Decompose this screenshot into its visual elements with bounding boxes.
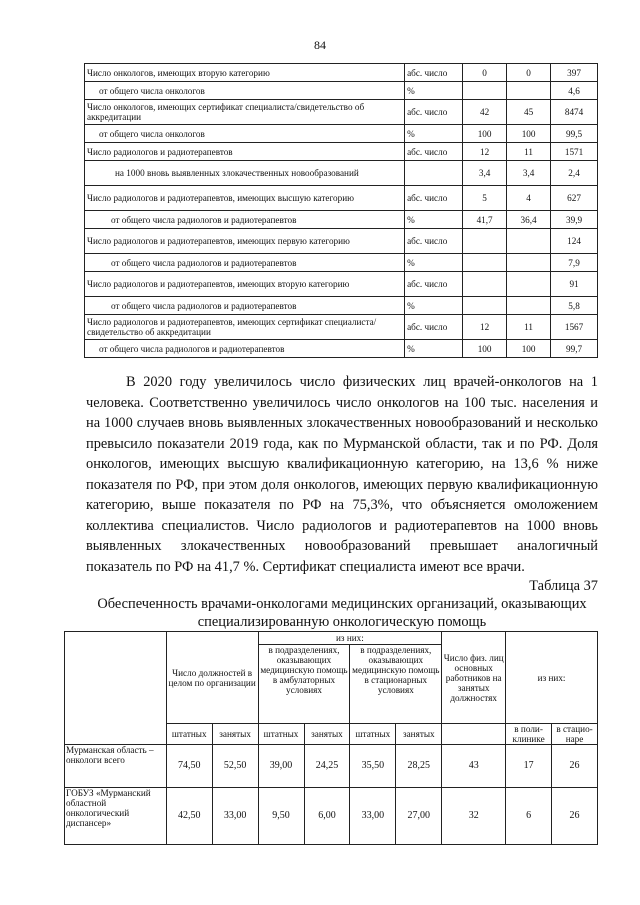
table-row bbox=[85, 297, 598, 315]
table-cell bbox=[463, 254, 507, 272]
table-cell: 6 bbox=[506, 788, 552, 845]
table-cell: 28,25 bbox=[396, 745, 442, 788]
table-cell: 43 bbox=[442, 745, 506, 788]
table-cell: абс. число bbox=[405, 186, 463, 211]
table-cell: % bbox=[405, 82, 463, 100]
table-cell: Число радиологов и радиотерапевтов, имеющих сертификат специалиста/свидетельство об аккредитации bbox=[85, 315, 405, 340]
table-cell: % bbox=[405, 254, 463, 272]
table-label: Таблица 37 bbox=[529, 578, 598, 594]
table-cell: абс. число bbox=[405, 272, 463, 297]
table-cell: 4 bbox=[507, 186, 551, 211]
header-cell: штатных bbox=[350, 724, 396, 745]
header-row bbox=[65, 632, 598, 645]
header-cell: из них: bbox=[506, 632, 598, 724]
table-cell bbox=[507, 272, 551, 297]
table-cell: 91 bbox=[551, 272, 598, 297]
table-cell bbox=[507, 229, 551, 254]
table-row bbox=[85, 82, 598, 100]
table-cell: от общего числа радиологов и радиотерапевтов bbox=[85, 340, 405, 358]
table-cell: 42 bbox=[463, 100, 507, 125]
table-cell: 36,4 bbox=[507, 211, 551, 229]
body-paragraph: В 2020 году увеличилось число физических лиц врачей-онкологов на 1 человека. Соответственно увеличилось число онкологов на 100 тыс. населения и на 1000 случаев вновь выявленных злокачественных новообразований и несколько превысило показатели 2019 года, как по Мурманской области, так и по РФ. Доля онкологов, имеющих высшую квалификационную категорию, на 13,6 % ниже показателя по РФ, при этом доля онкологов, имеющих первую квалификационную категорию, выше показателя по РФ на 75,3%, что объясняется омоложением коллектива специалистов. Число радиологов и радиотерапевтов на 1000 вновь выявленных злокачественных новообразований превышает аналогичный показатель по РФ на 41,7 %. Сертификат специалиста имеют все врачи. bbox=[86, 374, 598, 575]
table-row bbox=[85, 64, 598, 82]
table-row bbox=[85, 229, 598, 254]
table-cell: 124 bbox=[551, 229, 598, 254]
top-table bbox=[84, 63, 598, 358]
table-row bbox=[65, 745, 598, 788]
header-cell: штатных bbox=[258, 724, 304, 745]
table-cell: абс. число bbox=[405, 64, 463, 82]
table-cell: 9,50 bbox=[258, 788, 304, 845]
table-cell bbox=[442, 724, 506, 745]
table-cell: 26 bbox=[552, 788, 598, 845]
table-cell: абс. число bbox=[405, 100, 463, 125]
table-cell: 32 bbox=[442, 788, 506, 845]
table-cell: 99,5 bbox=[551, 125, 598, 143]
row-name: ГОБУЗ «Мурманский областной онкологический диспансер» bbox=[65, 788, 167, 845]
table-cell: от общего числа радиологов и радиотерапевтов bbox=[85, 297, 405, 315]
table-cell: 17 bbox=[506, 745, 552, 788]
table-cell: 0 bbox=[463, 64, 507, 82]
header-cell: в поли-клинике bbox=[506, 724, 552, 745]
table-cell: 52,50 bbox=[212, 745, 258, 788]
header-cell: Число должностей в целом по организации bbox=[166, 632, 258, 724]
table-cell bbox=[463, 297, 507, 315]
table-cell: 39,00 bbox=[258, 745, 304, 788]
table-cell: 41,7 bbox=[463, 211, 507, 229]
table-cell: 99,7 bbox=[551, 340, 598, 358]
table-cell: % bbox=[405, 125, 463, 143]
table-cell: от общего числа онкологов bbox=[85, 125, 405, 143]
table-cell: % bbox=[405, 211, 463, 229]
table-cell: 24,25 bbox=[304, 745, 350, 788]
table-cell: 35,50 bbox=[350, 745, 396, 788]
table-cell: абс. число bbox=[405, 229, 463, 254]
header-cell: занятых bbox=[396, 724, 442, 745]
table-row bbox=[85, 161, 598, 186]
table-cell: Число радиологов и радиотерапевтов, имеющих первую категорию bbox=[85, 229, 405, 254]
table-cell: 27,00 bbox=[396, 788, 442, 845]
table-cell: % bbox=[405, 340, 463, 358]
header-cell: Число физ. лиц основных работников на занятых должностях bbox=[442, 632, 506, 724]
table-row bbox=[85, 254, 598, 272]
table-cell: от общего числа радиологов и радиотерапевтов bbox=[85, 211, 405, 229]
table-cell: 42,50 bbox=[166, 788, 212, 845]
header-cell: в подразделениях, оказывающих медицинскую помощь в амбулаторных условиях bbox=[258, 645, 350, 724]
table-row bbox=[85, 143, 598, 161]
header-cell: в подразделениях, оказывающих медицинскую помощь в стационарных условиях bbox=[350, 645, 442, 724]
header-cell: штатных bbox=[166, 724, 212, 745]
table-cell: 12 bbox=[463, 143, 507, 161]
table-cell bbox=[463, 229, 507, 254]
table-cell: 7,9 bbox=[551, 254, 598, 272]
header-cell: занятых bbox=[212, 724, 258, 745]
table-cell bbox=[463, 82, 507, 100]
table-cell: 11 bbox=[507, 315, 551, 340]
table-cell: 100 bbox=[463, 125, 507, 143]
table-cell: 74,50 bbox=[166, 745, 212, 788]
table-cell: 33,00 bbox=[212, 788, 258, 845]
header-cell: занятых bbox=[304, 724, 350, 745]
table-row bbox=[65, 788, 598, 845]
table-cell: 627 bbox=[551, 186, 598, 211]
table-cell: Число радиологов и радиотерапевтов, имеющих вторую категорию bbox=[85, 272, 405, 297]
table-cell: 3,4 bbox=[463, 161, 507, 186]
table-cell: % bbox=[405, 297, 463, 315]
table-cell: абс. число bbox=[405, 315, 463, 340]
table-cell: 2,4 bbox=[551, 161, 598, 186]
row-name: Мурманская область – онкологи всего bbox=[65, 745, 167, 788]
table-row bbox=[85, 315, 598, 340]
table-cell: Число онкологов, имеющих вторую категорию bbox=[85, 64, 405, 82]
table-row bbox=[85, 211, 598, 229]
table-row bbox=[85, 100, 598, 125]
table-cell: Число онкологов, имеющих сертификат специалиста/свидетельство об аккредитации bbox=[85, 100, 405, 125]
table-cell: Число радиологов и радиотерапевтов, имеющих высшую категорию bbox=[85, 186, 405, 211]
table-cell: 12 bbox=[463, 315, 507, 340]
table-cell bbox=[507, 82, 551, 100]
table-cell: 100 bbox=[507, 125, 551, 143]
table-cell: 397 bbox=[551, 64, 598, 82]
table-cell: 100 bbox=[507, 340, 551, 358]
table-cell bbox=[507, 297, 551, 315]
table-cell: 26 bbox=[552, 745, 598, 788]
table-cell: от общего числа онкологов bbox=[85, 82, 405, 100]
table-cell: абс. число bbox=[405, 143, 463, 161]
table-cell: 1571 bbox=[551, 143, 598, 161]
table-cell: от общего числа радиологов и радиотерапевтов bbox=[85, 254, 405, 272]
table-cell: 5 bbox=[463, 186, 507, 211]
table-row bbox=[85, 340, 598, 358]
table-cell: 4,6 bbox=[551, 82, 598, 100]
table-row bbox=[85, 125, 598, 143]
table-cell: 11 bbox=[507, 143, 551, 161]
table-37 bbox=[64, 631, 598, 845]
table-cell bbox=[463, 272, 507, 297]
table-cell bbox=[405, 161, 463, 186]
table-title: Обеспеченность врачами-онкологами медицинских организаций, оказывающих специализированную онкологическую помощь bbox=[97, 596, 587, 630]
table-cell: 33,00 bbox=[350, 788, 396, 845]
table-cell: 8474 bbox=[551, 100, 598, 125]
table-cell: 39,9 bbox=[551, 211, 598, 229]
table-cell: 0 bbox=[507, 64, 551, 82]
table-cell: 100 bbox=[463, 340, 507, 358]
page-number: 84 bbox=[314, 38, 326, 52]
header-cell: из них: bbox=[258, 632, 442, 645]
header-cell: в стацио-наре bbox=[552, 724, 598, 745]
table-row bbox=[85, 272, 598, 297]
table-cell bbox=[507, 254, 551, 272]
table-cell: 6,00 bbox=[304, 788, 350, 845]
table-cell bbox=[65, 632, 167, 745]
table-cell: на 1000 вновь выявленных злокачественных новообразований bbox=[85, 161, 405, 186]
table-cell: 5,8 bbox=[551, 297, 598, 315]
table-cell: Число радиологов и радиотерапевтов bbox=[85, 143, 405, 161]
table-cell: 1567 bbox=[551, 315, 598, 340]
table-row bbox=[85, 186, 598, 211]
table-cell: 3,4 bbox=[507, 161, 551, 186]
table-cell: 45 bbox=[507, 100, 551, 125]
